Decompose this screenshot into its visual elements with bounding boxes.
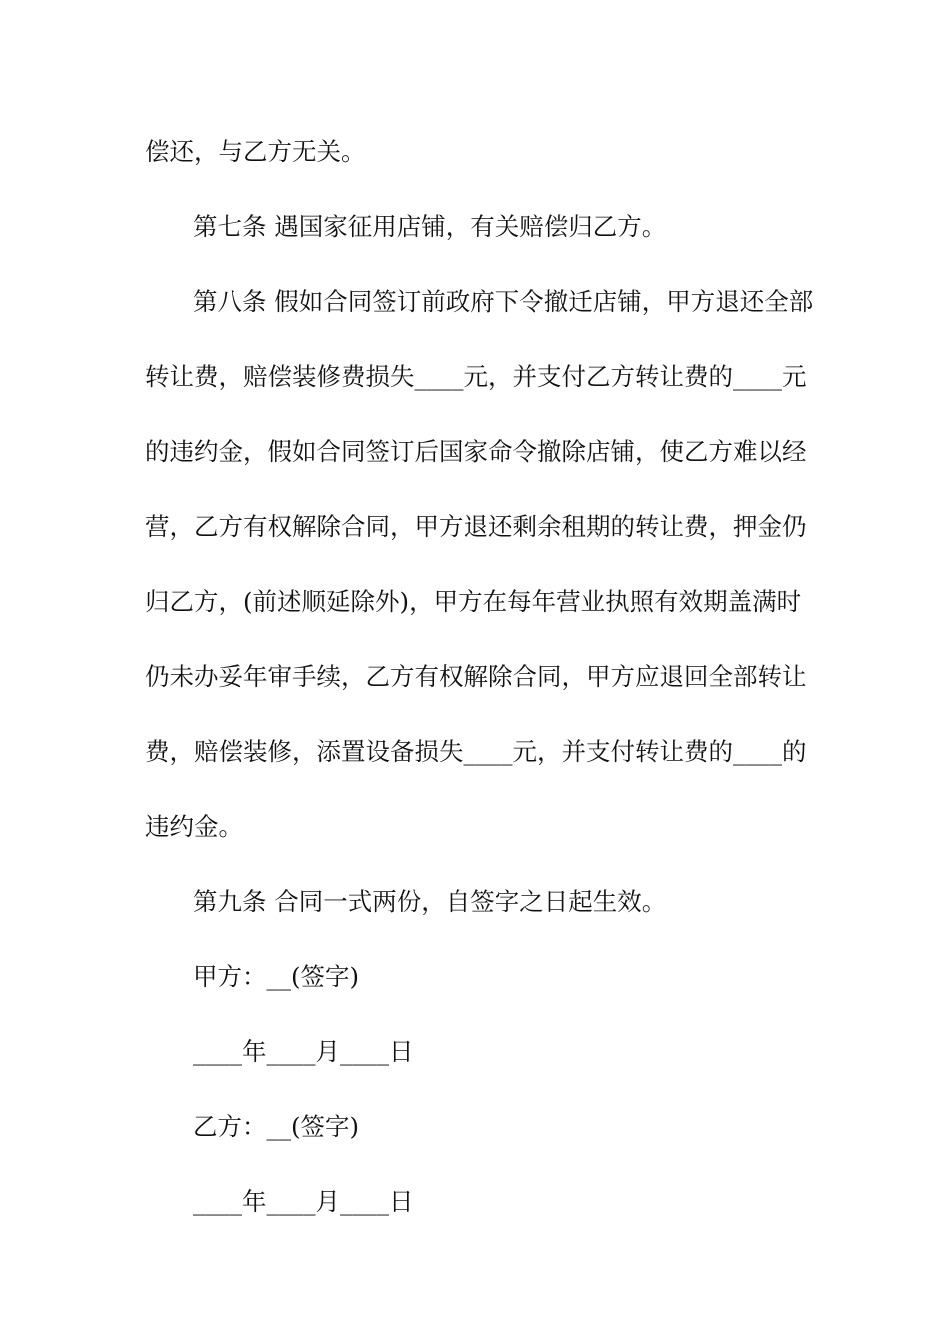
party-b-signature: 乙方：__(签字) — [193, 1112, 360, 1141]
article-8-line-5: 归乙方，(前述顺延除外)，甲方在每年营业执照有效期盖满时 — [145, 587, 802, 616]
article-9: 第九条 合同一式两份，自签字之日起生效。 — [193, 887, 667, 916]
article-7: 第七条 遇国家征用店铺，有关赔偿归乙方。 — [193, 212, 667, 241]
party-a-date: ____年____月____日 — [193, 1037, 414, 1066]
article-8-line-4: 营，乙方有权解除合同，甲方退还剩余租期的转让费，押金仍 — [145, 512, 807, 541]
party-a-signature: 甲方：__(签字) — [193, 962, 360, 991]
article-8-line-8: 违约金。 — [145, 812, 243, 841]
party-b-date: ____年____月____日 — [193, 1187, 414, 1216]
article-8-line-1: 第八条 假如合同签订前政府下令撤迁店铺，甲方退还全部 — [193, 287, 814, 316]
article-8-line-2: 转让费，赔偿装修费损失____元，并支付乙方转让费的____元 — [145, 362, 807, 391]
article-8-line-3: 的违约金，假如合同签订后国家命令撤除店铺，使乙方难以经 — [145, 437, 807, 466]
article-8-line-7: 费，赔偿装修，添置设备损失____元，并支付转让费的____的 — [145, 737, 807, 766]
paragraph-line: 偿还，与乙方无关。 — [145, 137, 366, 166]
article-8-line-6: 仍未办妥年审手续，乙方有权解除合同，甲方应退回全部转让 — [145, 662, 807, 691]
